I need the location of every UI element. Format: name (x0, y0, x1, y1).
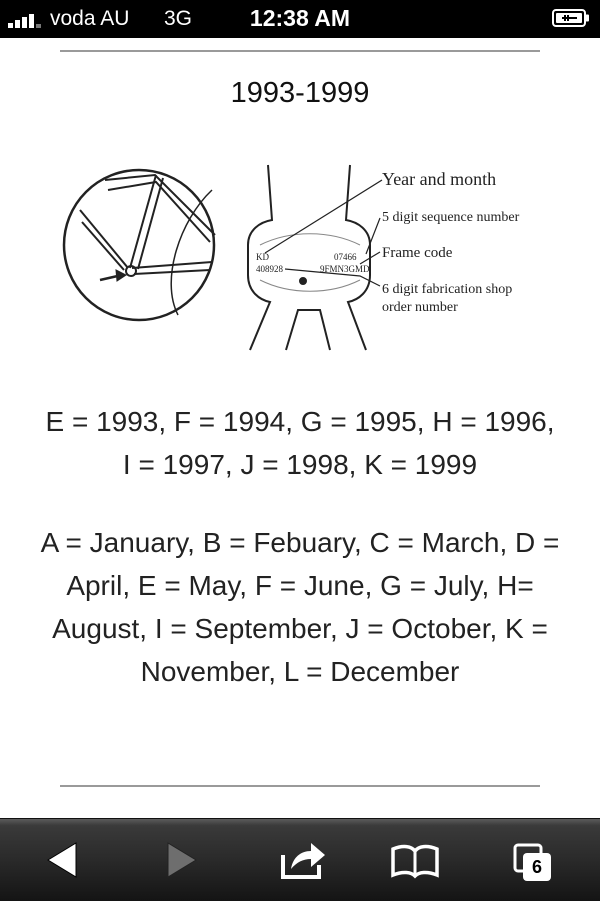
bookmarks-book-icon (375, 819, 455, 901)
status-time: 12:38 AM (249, 5, 351, 31)
month-codes-text: A = January, B = Febuary, C = March, D = April, E = May, F = June, G = July, H= August, I = September, J = October, K = November, L = December (40, 527, 560, 687)
bookmarks-button[interactable] (375, 819, 455, 901)
tabs-count: 6 (531, 857, 542, 877)
callout-fabrication-1: 6 digit fabrication shop (382, 282, 513, 297)
year-codes-text: E = 1993, F = 1994, G = 1995, H = 1996, I = 1997, J = 1998, K = 1999 (45, 406, 555, 480)
battery-charging-icon (552, 9, 590, 27)
serial-number-diagram (60, 150, 540, 360)
serial-frame-code: 9FMN3GMD (320, 264, 370, 274)
serial-sequence: 07466 (334, 252, 357, 262)
network-type: 3G (164, 7, 193, 30)
page-title: 1993-1999 (230, 77, 370, 109)
share-button[interactable] (263, 819, 343, 901)
browser-toolbar (0, 818, 600, 901)
back-arrow-icon (20, 819, 100, 901)
serial-kd: KD (256, 252, 269, 262)
top-divider (60, 50, 540, 52)
callout-frame-code: Frame code (382, 245, 453, 261)
callout-year-month: Year and month (382, 169, 497, 189)
share-icon (263, 819, 343, 901)
frame-closeup-illustration (64, 170, 215, 320)
forward-arrow-icon (140, 819, 220, 901)
forward-button[interactable] (140, 819, 220, 901)
back-button[interactable] (20, 819, 100, 901)
carrier-name: voda AU (50, 7, 130, 30)
callout-sequence: 5 digit sequence number (382, 210, 520, 225)
status-bar (0, 0, 600, 38)
bottom-divider (60, 785, 540, 787)
callout-fabrication-2: order number (382, 300, 458, 315)
tabs-button[interactable] (495, 819, 575, 901)
serial-order: 408928 (256, 264, 283, 274)
